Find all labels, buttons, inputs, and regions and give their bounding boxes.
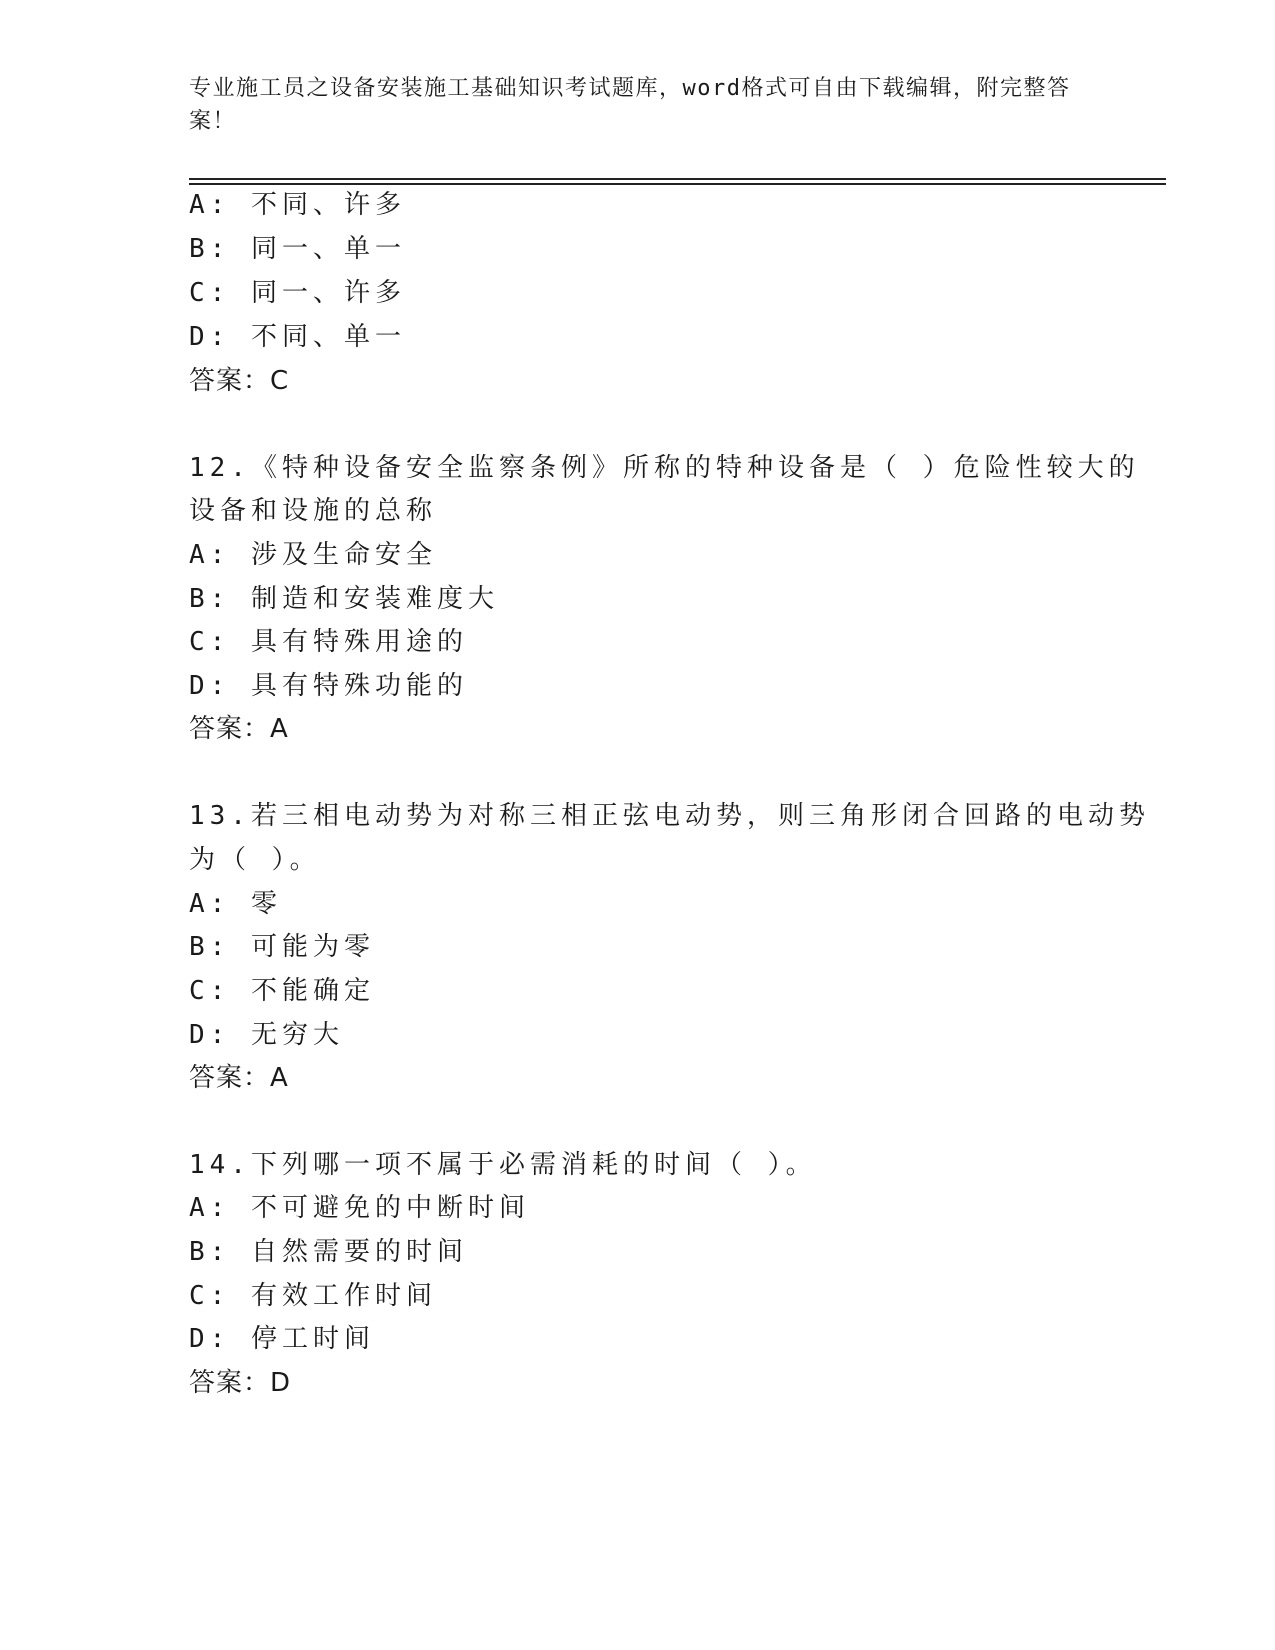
q13-option-c: C: 不能确定	[189, 976, 375, 1006]
q13-option-d: D: 无穷大	[189, 1020, 344, 1050]
q12-option-c: C: 具有特殊用途的	[189, 627, 468, 657]
q12-option-d: D: 具有特殊功能的	[189, 671, 468, 701]
q13-stem-line2: 为（ ）。	[189, 845, 321, 875]
q14-option-d: D: 停工时间	[189, 1324, 375, 1354]
q12-stem-line1: 12.《特种设备安全监察条例》所称的特种设备是（ ）危险性较大的	[189, 453, 1140, 483]
q13-answer: 答案：A	[189, 1063, 289, 1093]
q12-option-b: B: 制造和安装难度大	[189, 584, 499, 614]
q12-answer: 答案：A	[189, 714, 289, 744]
q11-option-b: B: 同一、单一	[189, 234, 406, 264]
header-divider-bottom	[189, 183, 1166, 185]
q11-option-c: C: 同一、许多	[189, 278, 406, 308]
document-header: 专业施工员之设备安装施工基础知识考试题库，word格式可自由下载编辑，附完整答案！	[189, 76, 1071, 134]
q14-option-c: C: 有效工作时间	[189, 1281, 437, 1311]
q11-option-a: A: 不同、许多	[189, 190, 406, 220]
q14-option-b: B: 自然需要的时间	[189, 1237, 468, 1267]
q14-option-a: A: 不可避免的中断时间	[189, 1193, 530, 1223]
q14-stem-line1: 14.下列哪一项不属于必需消耗的时间（ ）。	[189, 1150, 817, 1180]
q12-option-a: A: 涉及生命安全	[189, 540, 437, 570]
q12-stem-line2: 设备和设施的总称	[189, 496, 438, 526]
q13-stem-line1: 13.若三相电动势为对称三相正弦电动势，则三角形闭合回路的电动势	[189, 801, 1150, 831]
q11-answer: 答案：C	[189, 366, 290, 396]
q13-option-a: A: 零	[189, 889, 282, 919]
q13-option-b: B: 可能为零	[189, 932, 375, 962]
header-divider-top	[189, 178, 1166, 180]
q14-answer: 答案：D	[189, 1368, 292, 1398]
q11-option-d: D: 不同、单一	[189, 322, 406, 352]
